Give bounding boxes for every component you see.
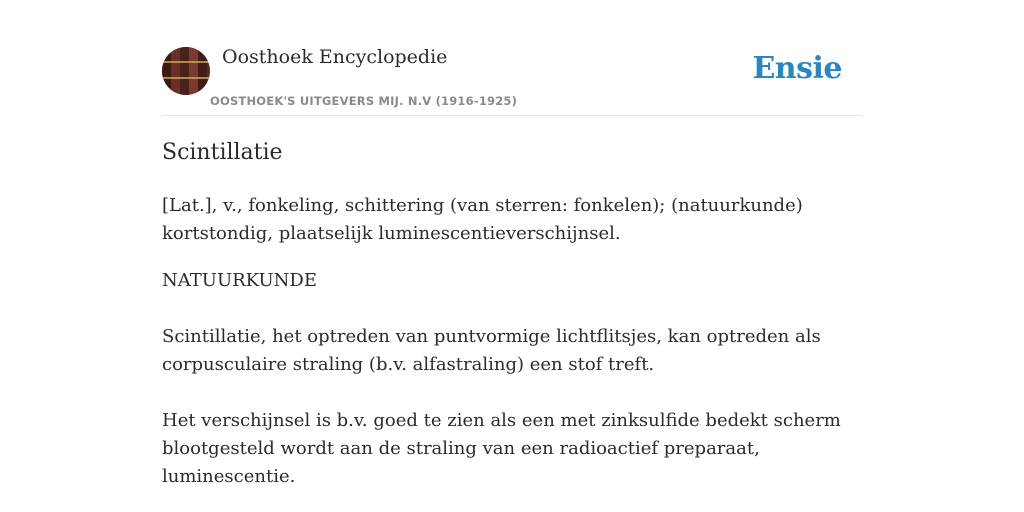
source-name-link[interactable]: Oosthoek Encyclopedie — [222, 46, 448, 68]
entry-title: Scintillatie — [162, 140, 283, 165]
source-header — [162, 44, 862, 116]
spine-band — [162, 61, 210, 63]
book-spine — [180, 47, 189, 95]
entry-card — [162, 44, 862, 165]
ensie-logo[interactable]: Ensie — [752, 51, 842, 86]
body-paragraph: Het verschijnsel is b.v. goed te zien als een met zinksulfide bedekt scherm blootgesteld wordt aan de straling van een radioactief preparaat, luminescentie. — [162, 410, 841, 487]
publisher-label: OOSTHOEK'S UITGEVERS MIJ. N.V (1916-1925) — [210, 94, 518, 108]
book-spine — [162, 47, 171, 95]
definition-paragraph: [Lat.], v., fonkeling, schittering (van sterren: fonkelen); (natuurkunde) kortstondig, plaatselijk luminescentieverschijnsel. — [162, 195, 803, 244]
book-spines-icon[interactable] — [162, 47, 210, 95]
book-spine — [171, 47, 180, 95]
body-paragraph: Scintillatie, het optreden van puntvormige lichtflitsjes, kan optreden als corpusculaire straling (b.v. alfastraling) een stof treft. — [162, 326, 821, 375]
section-heading: NATUURKUNDE — [162, 270, 317, 291]
book-spine — [189, 47, 198, 95]
spine-band — [162, 77, 210, 79]
book-spine — [198, 47, 207, 95]
